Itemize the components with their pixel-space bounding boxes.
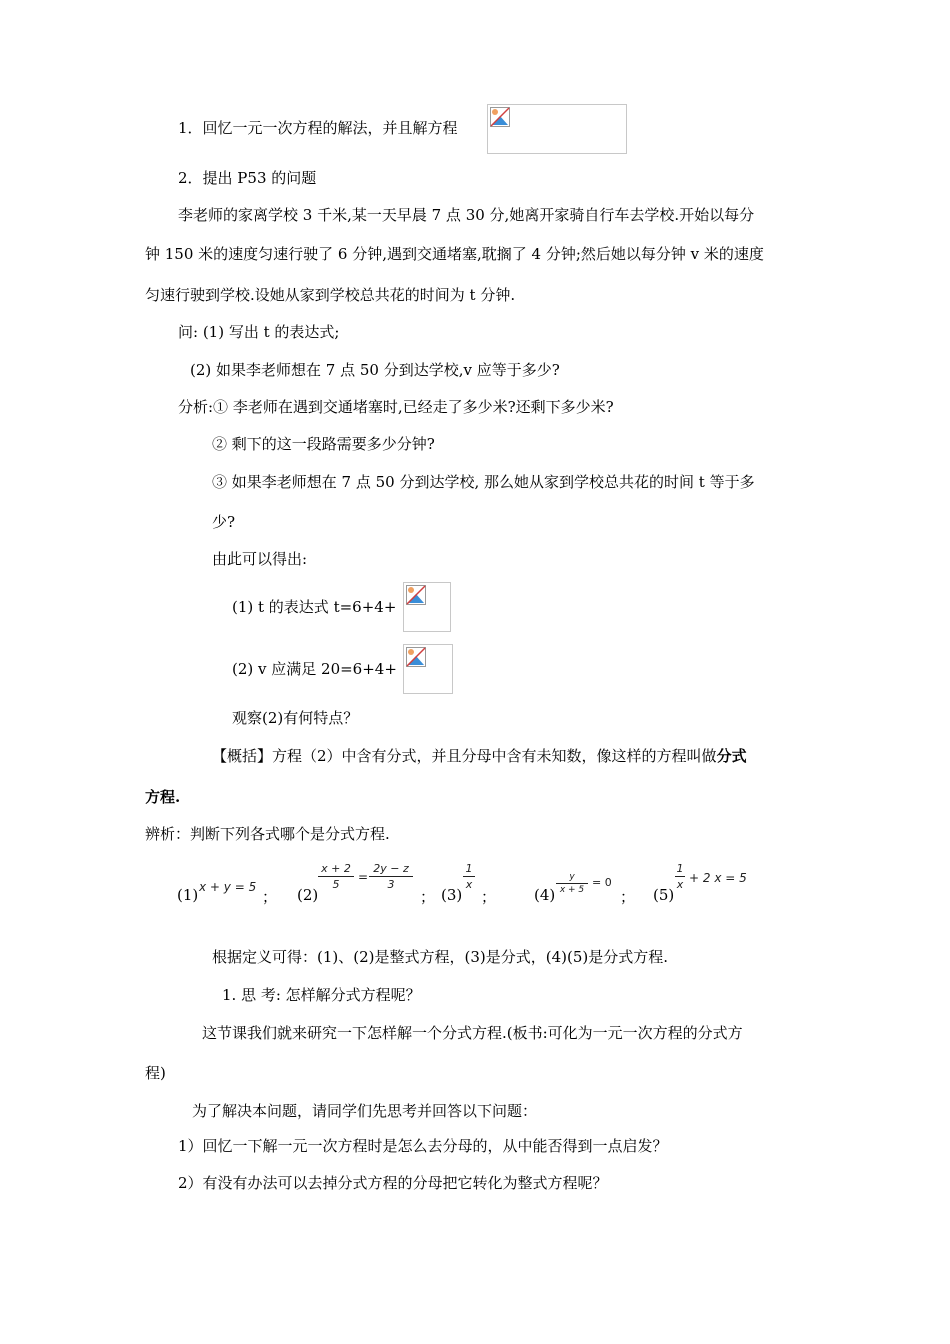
eq-label-2: (2)	[297, 886, 319, 904]
judge-instruction: 辨析：判断下列各式哪个是分式方程.	[145, 825, 390, 843]
problem-line-1: 李老师的家离学校 3 千米,某一天早晨 7 点 30 分,她离开家骑自行车去学校.开始以每分	[178, 206, 755, 224]
definition-result: 根据定义可得：(1)、(2)是整式方程，(3)是分式，(4)(5)是分式方程.	[212, 948, 669, 966]
summary-line-1	[212, 746, 747, 766]
eq-sep-2: ；	[420, 888, 436, 906]
eq-2-right-fraction	[369, 862, 413, 891]
eq-3-numerator: 1	[465, 862, 473, 875]
deduction-1: (1) t 的表达式 t=6+4+	[232, 598, 397, 616]
reflect-question-1: 1）回忆一下解一元一次方程时是怎么去分母的，从中能否得到一点启发？	[178, 1137, 668, 1155]
analysis-2: ② 剩下的这一段路需要多少分钟?	[212, 435, 435, 453]
eq-4-denominator: x + 5	[559, 885, 585, 895]
eq-5-denominator: x	[676, 878, 684, 891]
eq-5-numerator: 1	[676, 862, 684, 875]
eq-5-fraction	[675, 862, 685, 891]
eq-sep-3: ；	[481, 888, 497, 906]
problem-line-2: 钟 150 米的速度匀速行驶了 6 分钟,遇到交通堵塞,耽搁了 4 分钟;然后她以每分钟 v 米的速度	[145, 245, 764, 263]
eq-label-5: (5)	[653, 886, 675, 904]
broken-image-icon	[406, 585, 426, 605]
summary-term-end: 方程.	[145, 788, 181, 806]
eq-2-denominator-2: 3	[387, 878, 395, 891]
eq-3-fraction	[463, 862, 475, 891]
item-1-recall: 1．回忆一元一次方程的解法，并且解方程	[178, 119, 458, 137]
eq-4-fraction	[556, 872, 588, 895]
equation-image-placeholder	[487, 104, 627, 154]
lesson-line-1: 这节课我们就来研究一下怎样解一个分式方程.(板书:可化为一元一次方程的分式方	[202, 1024, 743, 1042]
eq-2-left-fraction	[318, 862, 354, 891]
think-question: 1. 思 考: 怎样解分式方程呢？	[222, 986, 421, 1004]
analysis-1: 分析:① 李老师在遇到交通堵塞时,已经走了多少米?还剩下多少米?	[178, 398, 614, 416]
lesson-line-2: 程)	[145, 1064, 166, 1082]
eq-sep-1: ；	[262, 888, 278, 906]
deduction-intro: 由此可以得出:	[212, 550, 308, 568]
eq-4-numerator: y	[569, 872, 575, 882]
summary-term: 分式	[716, 747, 747, 765]
reflect-question-2: 2）有没有办法可以去掉分式方程的分母把它转化为整式方程呢？	[178, 1174, 608, 1192]
analysis-3-line-1: ③ 如果李老师想在 7 点 50 分到达学校, 那么她从家到学校总共花的时间 t 等于多	[212, 473, 755, 491]
deduction-2: (2) v 应满足 20=6+4+	[232, 660, 397, 678]
analysis-3-line-2: 少?	[212, 513, 236, 531]
summary-text: 【概括】方程（2）中含有分式，并且分母中含有未知数，像这样的方程叫做	[212, 747, 717, 765]
problem-line-3: 匀速行驶到学校.设她从家到学校总共花的时间为 t 分钟.	[145, 286, 516, 304]
eq-2-equals: =	[358, 870, 369, 884]
item-2-question: 2．提出 P53 的问题	[178, 169, 317, 187]
eq-2-numerator-1: x + 2	[321, 862, 351, 875]
fraction-image-placeholder-2	[403, 644, 453, 694]
eq-label-4: (4)	[534, 886, 556, 904]
eq-sep-4: ；	[620, 888, 636, 906]
broken-image-icon	[406, 647, 426, 667]
solve-prompt: 为了解决本问题，请同学们先思考并回答以下问题：	[192, 1102, 538, 1120]
eq-label-1: (1)	[177, 886, 199, 904]
question-1: 问: (1) 写出 t 的表达式;	[178, 323, 340, 341]
question-2: (2) 如果李老师想在 7 点 50 分到达学校,v 应等于多少?	[190, 361, 560, 379]
eq-2-denominator-1: 5	[332, 878, 340, 891]
broken-image-icon	[490, 107, 510, 127]
eq-3-denominator: x	[465, 878, 473, 891]
eq-5-rhs: + 2 x = 5	[689, 871, 747, 885]
observe-question: 观察(2)有何特点？	[232, 709, 359, 727]
eq-1: x + y = 5	[199, 880, 257, 894]
eq-label-3: (3)	[441, 886, 463, 904]
eq-4-rhs: = 0	[592, 876, 612, 889]
eq-2-numerator-2: 2y − z	[373, 862, 409, 875]
fraction-image-placeholder-1	[403, 582, 451, 632]
